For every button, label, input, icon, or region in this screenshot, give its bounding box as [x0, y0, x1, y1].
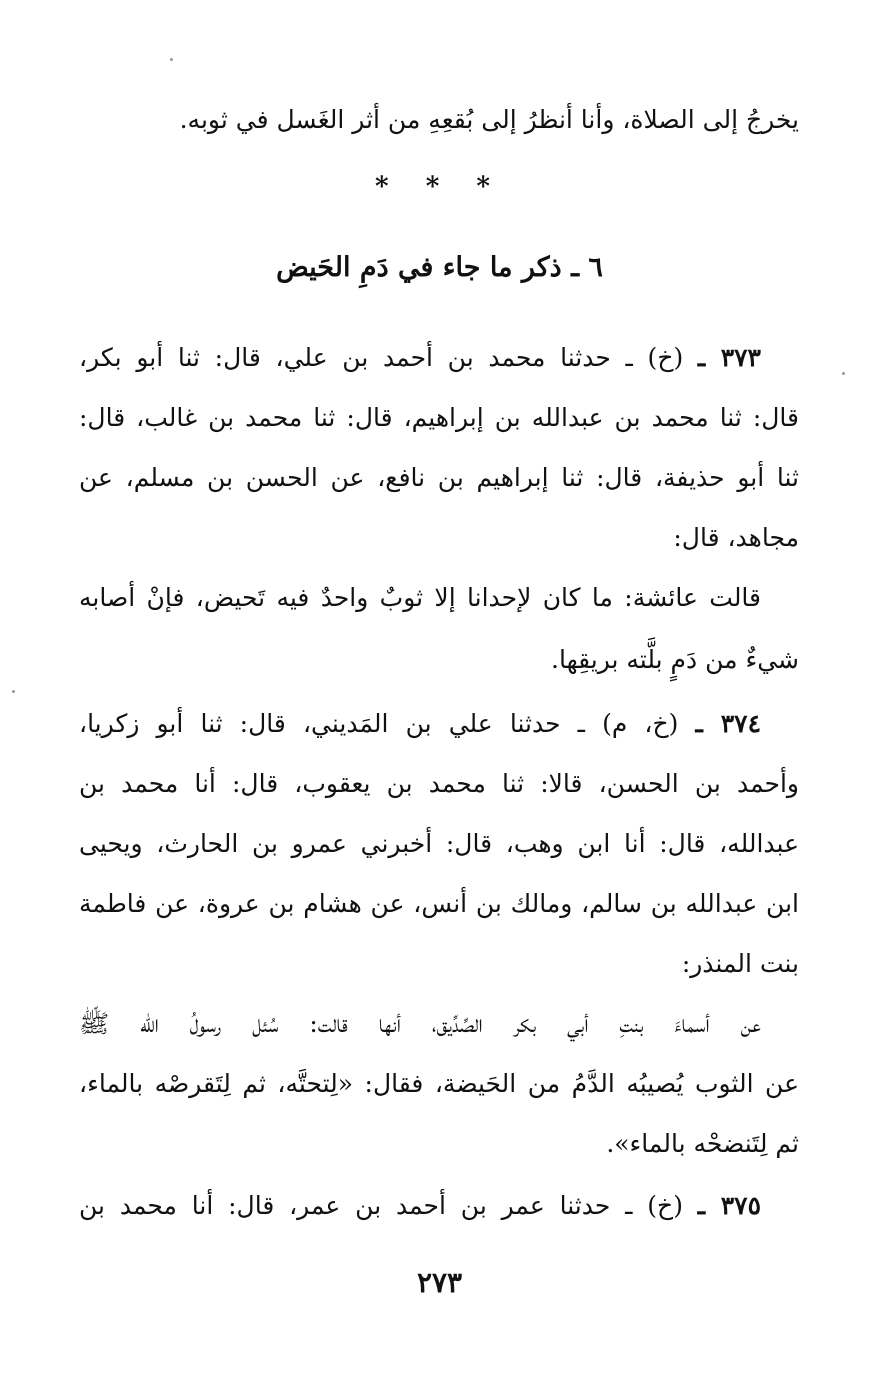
- hadith-373-line-2: قال: ثنا محمد بن عبدالله بن إبراهيم، قال: ثنا محمد بن غالب، قال:: [79, 403, 799, 432]
- hadith-374-matn-line-2: عن الثوب يُصيبُه الدَّمُ من الحَيضة، فقال: «لِتحتَّه، ثم لِتَقرصْه بالماء،: [79, 1069, 799, 1098]
- scan-speck: [842, 372, 845, 375]
- hadith-375-text: (خ) ـ حدثنا عمر بن أحمد بن عمر، قال: أنا محمد بن: [79, 1191, 683, 1220]
- scan-speck: [170, 58, 173, 61]
- hadith-374-matn-line-1: عن أسماءَ بنتِ أبي بكر الصِّدِّيق، أنها قالت: سُئل رسولُ الله ﷺ: [79, 1009, 761, 1038]
- opening-line: يخرجُ إلى الصلاة، وأنا أنظرُ إلى بُقعِهِ من أثر الغَسل في ثوبه.: [179, 105, 799, 134]
- hadith-374-line-2: وأحمد بن الحسن، قالا: ثنا محمد بن يعقوب، قال: أنا محمد بن: [79, 769, 799, 798]
- hadith-375-number: ٣٧٥ ـ: [697, 1191, 762, 1220]
- hadith-374-line-1: [79, 706, 799, 742]
- hadith-373-line-1: [79, 340, 799, 376]
- hadith-374-line-3: عبدالله، قال: أنا ابن وهب، قال: أخبرني عمرو بن الحارث، ويحيى: [79, 829, 799, 858]
- hadith-373-line-4: مجاهد، قال:: [673, 523, 799, 552]
- scan-speck: [12, 690, 15, 693]
- section-heading: ٦ ـ ذكر ما جاء في دَمِ الحَيض: [276, 252, 603, 283]
- hadith-374-line-5: بنت المنذر:: [681, 949, 799, 978]
- hadith-373-matn-line-1: قالت عائشة: ما كان لإحدانا إلا ثوبٌ واحدٌ فيه تَحيض، فإنْ أصابه: [79, 583, 761, 612]
- section-separator: * * *: [375, 172, 504, 202]
- hadith-373-matn-line-2: شيءٌ من دَمٍ بلَّته بريقِها.: [551, 645, 799, 674]
- hadith-374-number: ٣٧٤ ـ: [695, 709, 762, 738]
- page-number: ٢٧٣: [416, 1266, 463, 1299]
- hadith-373-text: (خ) ـ حدثنا محمد بن أحمد بن علي، قال: ثنا أبو بكر،: [79, 343, 684, 372]
- hadith-373-line-3: ثنا أبو حذيفة، قال: ثنا إبراهيم بن نافع، عن الحسن بن مسلم، عن: [79, 463, 799, 492]
- hadith-374-line-4: ابن عبدالله بن سالم، ومالك بن أنس، عن هشام بن عروة، عن فاطمة: [79, 889, 799, 918]
- hadith-375-line-1: [79, 1188, 799, 1224]
- hadith-373-number: ٣٧٣ ـ: [697, 343, 761, 372]
- hadith-374-text: (خ، م) ـ حدثنا علي بن المَديني، قال: ثنا أبو زكريا،: [79, 709, 679, 738]
- hadith-374-matn-line-3: ثم لِتَنضحْه بالماء».: [606, 1129, 799, 1158]
